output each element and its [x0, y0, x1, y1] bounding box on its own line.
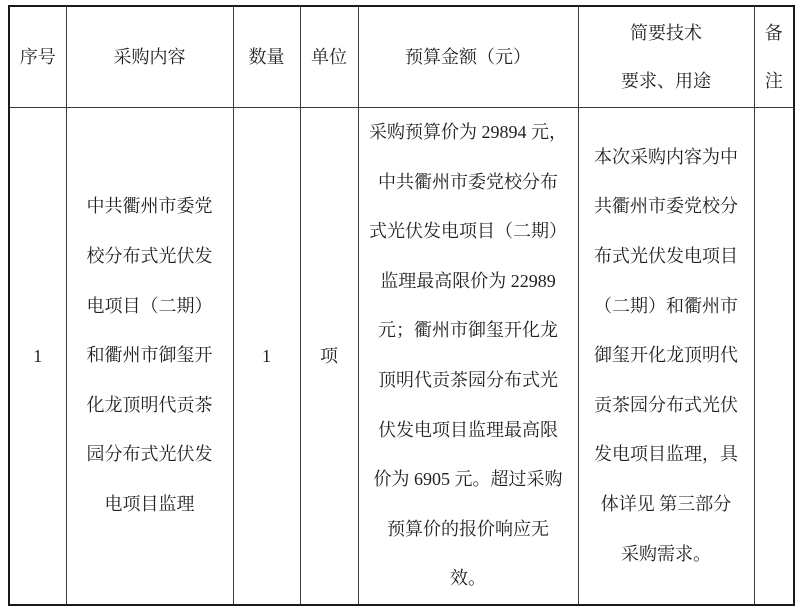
text-line: 布式光伏发电项目 — [594, 245, 738, 266]
text-line: 和衢州市御玺开 — [86, 345, 213, 366]
header-qty — [233, 6, 300, 108]
text-line: 中共衢州市委党校分布 — [378, 171, 558, 192]
text-line: 采购需求。 — [621, 543, 711, 564]
text-line: 电项目（二期） — [86, 295, 213, 316]
text-line: 预算价的报价响应无 — [387, 518, 549, 539]
text-line: 电项目监理 — [104, 493, 195, 514]
header-unit-label: 单位 — [311, 47, 347, 67]
header-remark — [754, 6, 794, 108]
cell-budget — [358, 108, 578, 605]
cell-seq-value: 1 — [33, 345, 43, 366]
header-seq-label: 序号 — [19, 47, 56, 67]
header-tech — [578, 6, 754, 108]
text-line: 园分布式光伏发 — [86, 444, 213, 465]
header-seq — [9, 6, 66, 108]
text-line: 价为 6905 元。超过采购 — [373, 469, 563, 490]
header-content — [66, 6, 233, 108]
text-line: 监理最高限价为 22989 — [380, 270, 556, 291]
header-tech-label-line1: 简要技术 — [630, 23, 702, 43]
cell-remark — [754, 108, 794, 605]
cell-seq — [9, 108, 66, 605]
table-header-row — [9, 6, 794, 108]
header-unit — [300, 6, 358, 108]
cell-qty-value: 1 — [262, 345, 271, 366]
text-line: 发电项目监理，具 — [594, 444, 738, 465]
text-line: 化龙顶明代贡茶 — [86, 394, 213, 415]
text-line: 中共衢州市委党 — [86, 196, 213, 217]
text-line: 元；衢州市御玺开化龙 — [378, 320, 558, 341]
text-line: （二期）和衢州市 — [594, 295, 738, 316]
procurement-table — [8, 5, 795, 606]
cell-unit-value: 项 — [320, 345, 338, 366]
text-line: 本次采购内容为中 — [594, 146, 738, 167]
text-line: 御玺开化龙顶明代 — [594, 345, 738, 366]
header-content-label: 采购内容 — [113, 47, 186, 67]
text-line: 采购预算价为 29894 元， — [369, 122, 567, 142]
text-line: 体详见 第三部分 — [600, 493, 732, 514]
header-remark-label-line1: 备 — [764, 23, 783, 43]
header-remark-label-line2: 注 — [764, 71, 783, 91]
cell-qty — [233, 108, 300, 605]
header-budget — [358, 6, 578, 108]
header-qty-label: 数量 — [248, 47, 285, 67]
text-line: 校分布式光伏发 — [86, 245, 213, 266]
cell-unit — [300, 108, 358, 605]
text-line: 共衢州市委党校分 — [594, 196, 738, 217]
text-line: 顶明代贡茶园分布式光 — [378, 369, 558, 390]
header-budget-label: 预算金额（元） — [405, 47, 531, 67]
text-line: 效。 — [450, 568, 486, 589]
text-line: 贡茶园分布式光伏 — [594, 394, 738, 415]
text-line: 式光伏发电项目（二期） — [369, 221, 567, 242]
header-tech-label-line2: 要求、用途 — [621, 71, 711, 91]
text-line: 伏发电项目监理最高限 — [378, 419, 558, 440]
cell-content — [66, 108, 233, 605]
cell-tech — [578, 108, 754, 605]
table-row — [9, 108, 794, 605]
